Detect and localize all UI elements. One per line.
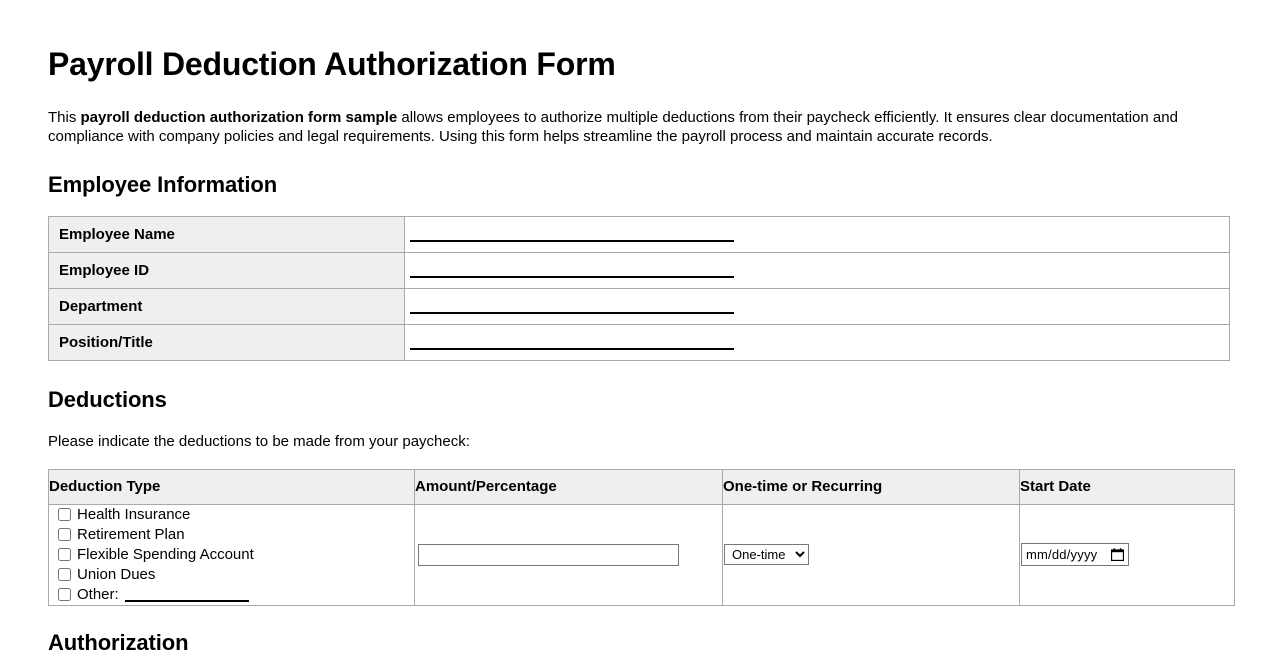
deduction-type-checklist [49, 505, 414, 605]
checkbox-label: Union Dues [77, 565, 156, 583]
checkbox-health-insurance[interactable] [58, 508, 71, 521]
intro-suffix: allows employees to authorize multiple deductions from their paycheck efficiently. It ensures clear documentation and compliance with company policies and legal requirements. Using this form helps streamline the payroll process and maintain accurate records. [48, 108, 1178, 145]
deductions-note: Please indicate the deductions to be made from your paycheck: [48, 432, 470, 450]
column-header-one-time-or-recurring: One-time or Recurring [723, 469, 1020, 504]
column-header-amount-percentage: Amount/Percentage [415, 469, 723, 504]
employee-information-table [48, 216, 1230, 361]
intro-emphasis: payroll deduction authorization form sample [80, 108, 398, 126]
employee-information-heading: Employee Information [48, 171, 278, 197]
table-row [49, 216, 1230, 252]
column-header-start-date: Start Date [1020, 469, 1235, 504]
list-item[interactable] [58, 505, 414, 525]
table-row [49, 252, 1230, 288]
list-item[interactable] [58, 585, 414, 605]
table-row [49, 288, 1230, 324]
table-header-row [49, 469, 1235, 504]
amount-percentage-cell [415, 504, 723, 605]
position-title-label: Position/Title [49, 324, 405, 360]
blank-underline [410, 335, 734, 350]
checkbox-union-dues[interactable] [58, 568, 71, 581]
intro-prefix: This [48, 108, 81, 126]
checkbox-label: Retirement Plan [77, 525, 185, 543]
checkbox-label: Other: [77, 585, 119, 603]
table-row [49, 324, 1230, 360]
start-date-cell [1020, 504, 1235, 605]
employee-id-field[interactable] [405, 252, 1230, 288]
checkbox-label: Flexible Spending Account [77, 545, 254, 563]
blank-underline [410, 263, 734, 278]
list-item[interactable] [58, 525, 414, 545]
department-label: Department [49, 288, 405, 324]
list-item[interactable] [58, 565, 414, 585]
employee-name-label: Employee Name [49, 216, 405, 252]
blank-underline [410, 299, 734, 314]
list-item[interactable] [58, 545, 414, 565]
employee-id-label: Employee ID [49, 252, 405, 288]
start-date-placeholder: mm/dd/yyyy [1026, 547, 1098, 563]
table-row [49, 504, 1235, 605]
position-title-field[interactable] [405, 324, 1230, 360]
checkbox-other[interactable] [58, 588, 71, 601]
deductions-table [48, 469, 1235, 606]
checkbox-label: Health Insurance [77, 505, 191, 523]
start-date-input[interactable] [1021, 543, 1129, 566]
checkbox-flexible-spending-account[interactable] [58, 548, 71, 561]
calendar-icon[interactable] [1111, 548, 1124, 561]
page-title: Payroll Deduction Authorization Form [48, 46, 616, 82]
amount-percentage-input[interactable] [418, 544, 679, 566]
other-blank-underline[interactable] [125, 588, 249, 602]
blank-underline [410, 227, 734, 242]
recurrence-select[interactable] [724, 544, 809, 565]
column-header-deduction-type: Deduction Type [49, 469, 415, 504]
employee-name-field[interactable] [405, 216, 1230, 252]
checkbox-retirement-plan[interactable] [58, 528, 71, 541]
authorization-heading: Authorization [48, 629, 189, 655]
intro-paragraph [48, 108, 1230, 146]
deduction-type-cell [49, 504, 415, 605]
recurrence-cell [723, 504, 1020, 605]
deductions-heading: Deductions [48, 386, 167, 412]
department-field[interactable] [405, 288, 1230, 324]
